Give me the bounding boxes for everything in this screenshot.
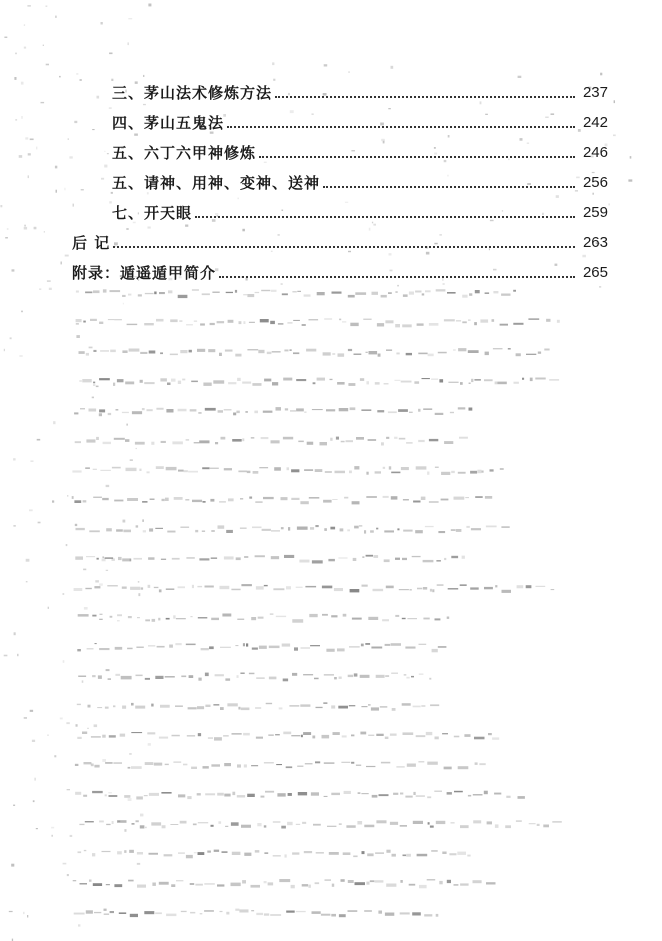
toc-entry[interactable] — [72, 102, 608, 132]
dot-leader — [113, 245, 575, 248]
toc-entry[interactable] — [72, 132, 608, 162]
toc-entry-title: 七、开天眼 — [112, 204, 193, 222]
toc-entry[interactable] — [72, 252, 608, 282]
toc-entry-page: 265 — [582, 264, 608, 281]
toc-entry-title: 后 记 — [72, 234, 111, 252]
toc-entry[interactable] — [72, 192, 608, 222]
toc-entry-title: 四、茅山五鬼法 — [112, 114, 225, 132]
toc-entry-title: 三、茅山法术修炼方法 — [112, 84, 273, 102]
toc-entry-page: 256 — [582, 174, 608, 191]
table-of-contents — [72, 72, 608, 282]
toc-entry[interactable] — [72, 162, 608, 192]
toc-entry-page: 242 — [582, 114, 608, 131]
dot-leader — [219, 275, 575, 278]
toc-entry-page: 259 — [582, 204, 608, 221]
toc-entry-title: 附录：遁遥遁甲简介 — [72, 264, 217, 282]
toc-entry-page: 237 — [582, 84, 608, 101]
toc-entry-page: 246 — [582, 144, 608, 161]
toc-entry[interactable] — [72, 222, 608, 252]
toc-entry-title: 五、请神、用神、变神、送神 — [112, 174, 321, 192]
dot-leader — [195, 215, 575, 218]
dot-leader — [227, 125, 575, 128]
toc-entry-page: 263 — [582, 234, 608, 251]
toc-entry[interactable] — [72, 72, 608, 102]
toc-entry-title: 五、六丁六甲神修炼 — [112, 144, 257, 162]
dot-leader — [259, 155, 575, 158]
dot-leader — [275, 95, 575, 98]
dot-leader — [323, 185, 575, 188]
